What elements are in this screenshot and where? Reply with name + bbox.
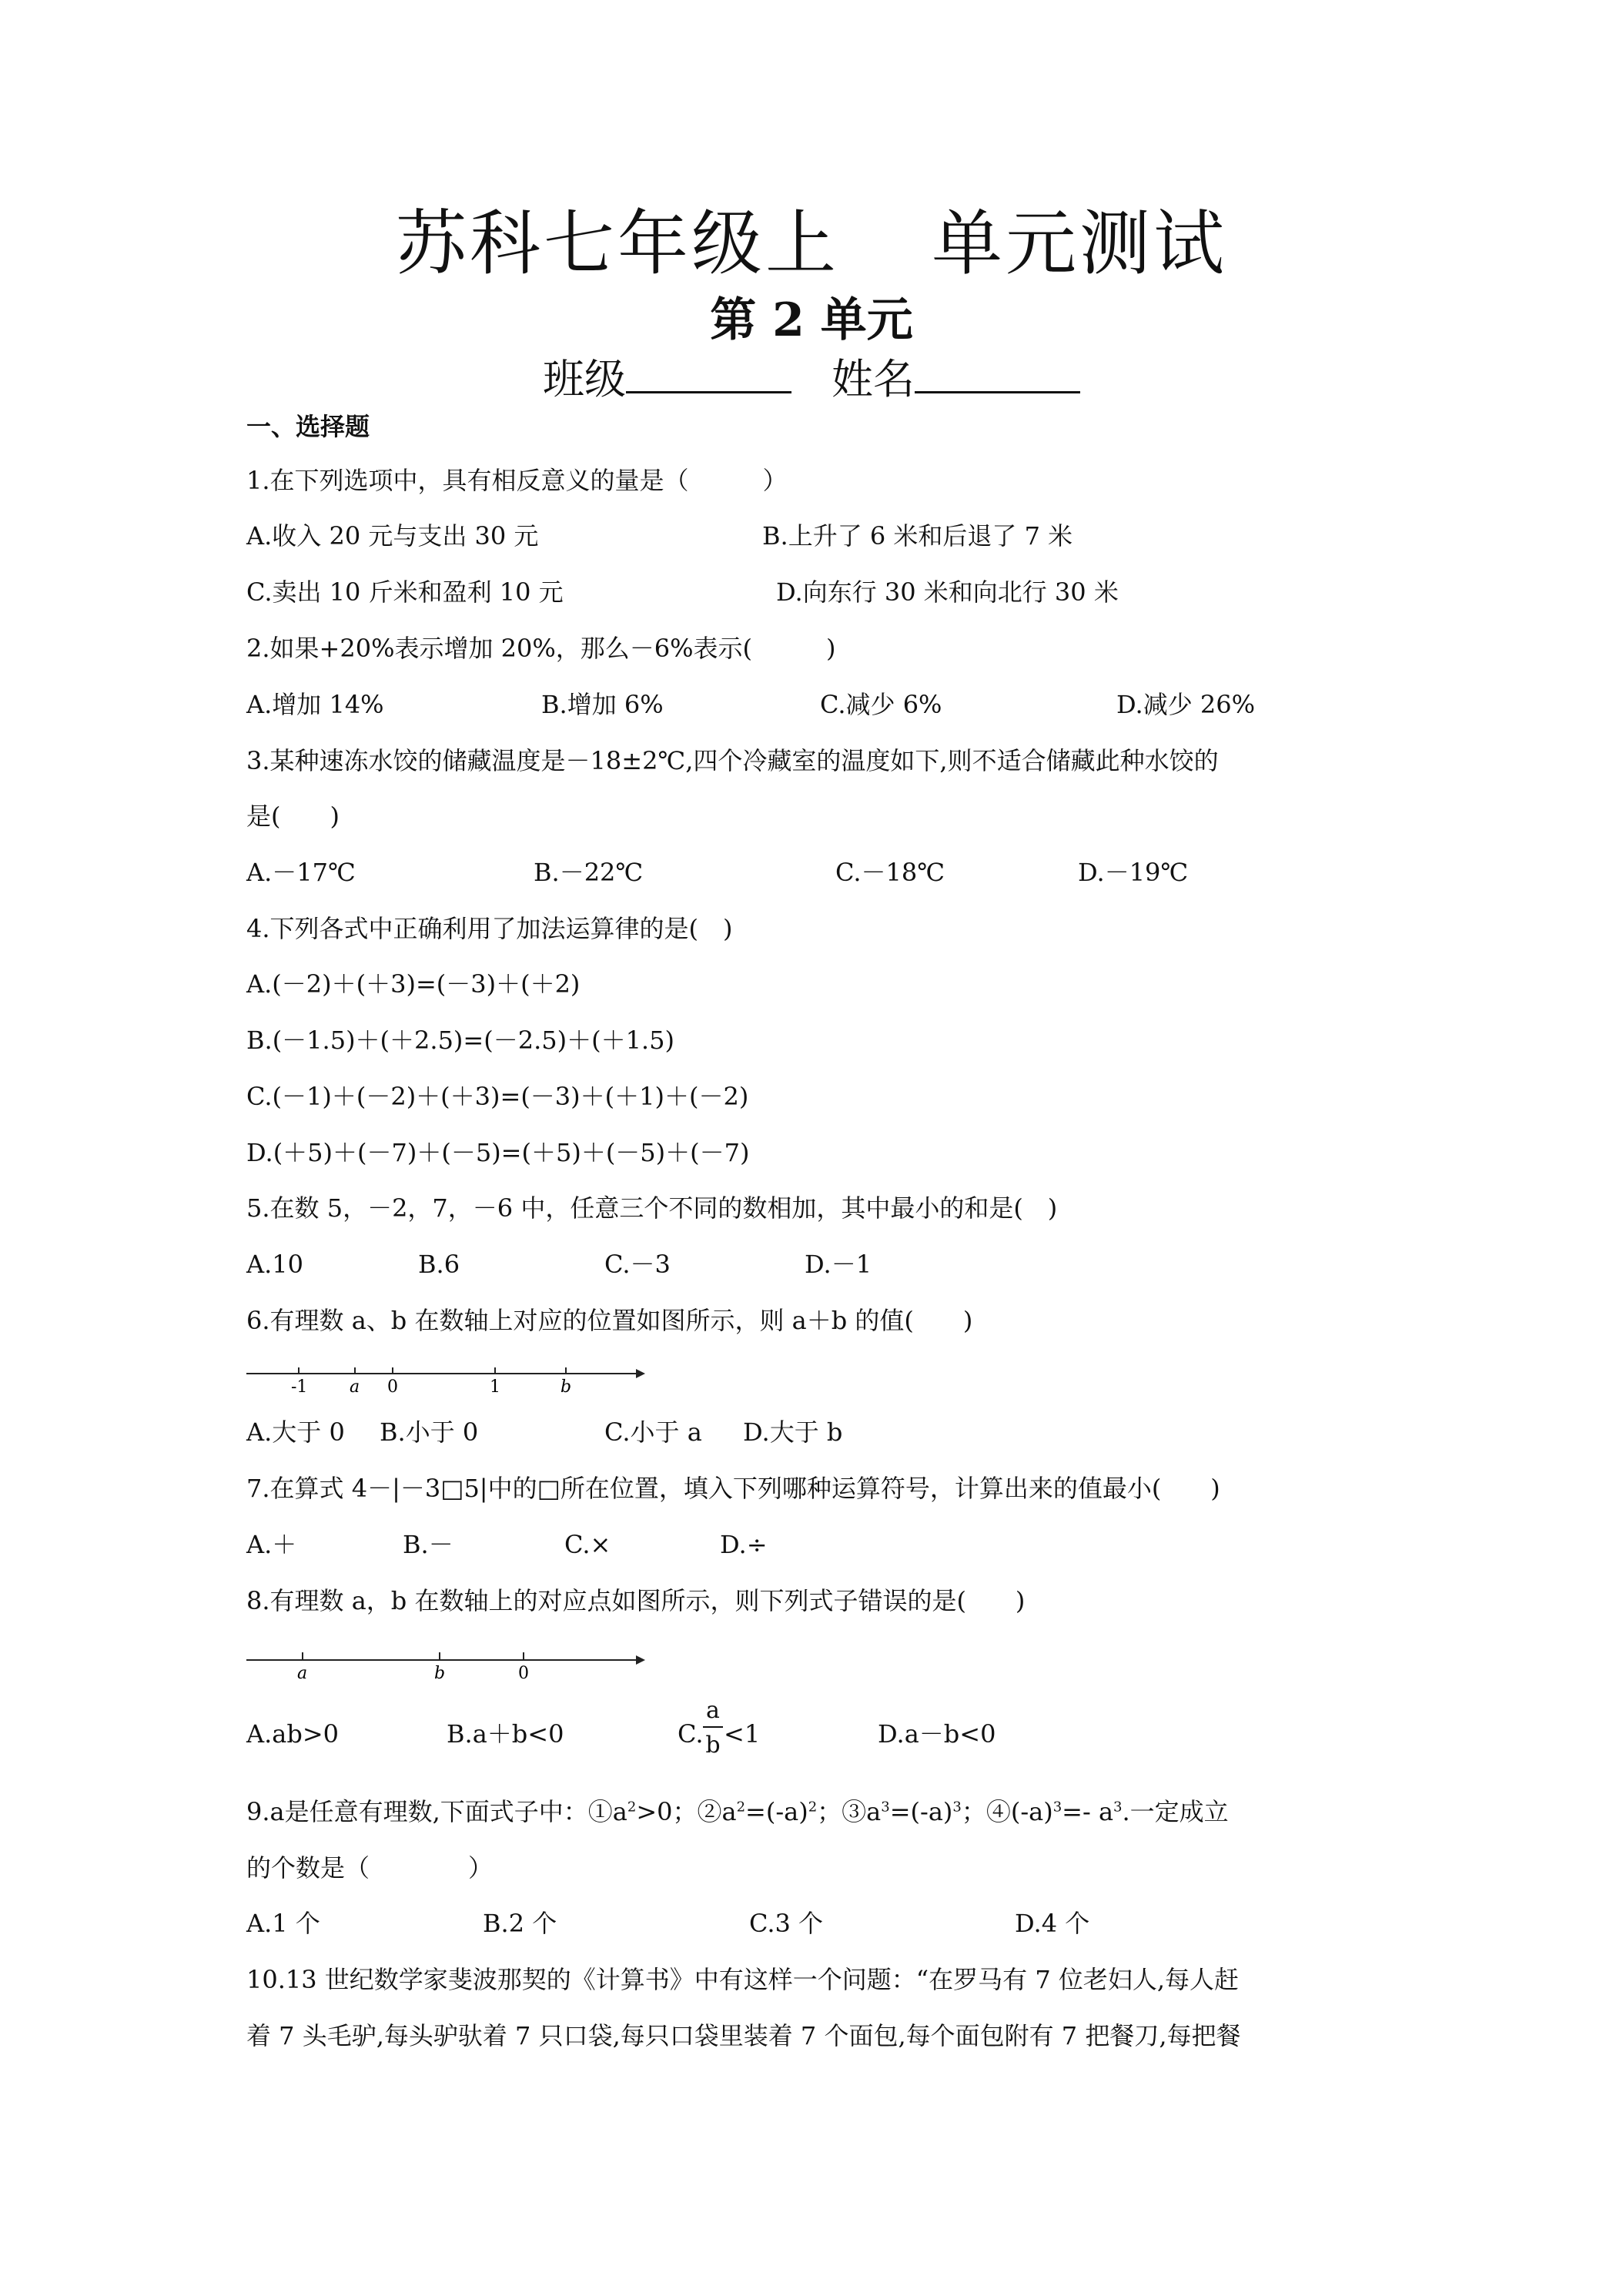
q8-option-c-denominator: b [705,1732,721,1759]
q4-option-d: D.(＋5)＋(－7)＋(－5)=(＋5)＋(－5)＋(－7) [246,1138,750,1167]
q6-option-c: C.小于 a [604,1417,702,1447]
title-right: 单元测试 [932,202,1228,285]
q8-label: b [434,1664,446,1683]
q9-option-b: B.2 个 [483,1909,557,1938]
q8-option-c-suffix: <1 [724,1719,761,1749]
q2-option-a: A.增加 14% [246,690,384,719]
q8-option-a: A.ab>0 [246,1719,340,1749]
q6-label: -1 [291,1377,308,1397]
q3-option-d: D.－19℃ [1078,858,1189,887]
q2-option-b: B.增加 6% [541,690,664,719]
q4-option-a: A.(－2)＋(＋3)=(－3)＋(＋2) [246,969,581,999]
q3-option-a: A.－17℃ [246,858,356,887]
q9-option-a: A.1 个 [246,1909,320,1938]
q5-option-c: C.－3 [604,1250,671,1279]
q8-label: a [297,1664,308,1683]
q5-option-a: A.10 [246,1250,303,1279]
unit-subtitle: 第 2 单元 [710,293,913,347]
q7-stem: 7.在算式 4－|－3□5|中的□所在位置，填入下列哪种运算符号，计算出来的值最小( ) [246,1474,1220,1503]
q3-stem-line2: 是( ) [246,802,340,831]
q3-option-b: B.－22℃ [534,858,644,887]
q5-stem: 5.在数 5，－2，7，－6 中，任意三个不同的数相加，其中最小的和是( ) [246,1193,1058,1223]
q8-option-c-prefix: C. [678,1719,704,1749]
q6-label: 0 [387,1377,398,1397]
q4-option-c: C.(－1)＋(－2)＋(＋3)=(－3)＋(＋1)＋(－2) [246,1082,749,1111]
page-title [0,202,1623,286]
q8-option-c-numerator: a [706,1697,720,1724]
q7-option-b: B.－ [403,1530,453,1559]
q6-option-b: B.小于 0 [380,1417,479,1447]
q4-stem: 4.下列各式中正确利用了加法运算律的是( ) [246,914,733,943]
q6-axis-arrow [636,1369,645,1378]
q1-option-d: D.向东行 30 米和向北行 30 米 [776,577,1119,607]
q6-option-a: A.大于 0 [246,1417,345,1447]
q2-option-d: D.减少 26% [1116,690,1255,719]
q6-option-d: D.大于 b [743,1417,843,1447]
q7-option-d: D.÷ [720,1530,768,1559]
q1-option-b: B.上升了 6 米和后退了 7 米 [762,521,1073,551]
q7-option-a: A.＋ [246,1530,297,1559]
q2-option-c: C.减少 6% [820,690,942,719]
q1-stem: 1.在下列选项中，具有相反意义的量是（ ） [246,466,788,495]
title-left: 苏科七年级上 [395,202,839,285]
class-blank[interactable] [626,357,791,393]
q8-option-b: B.a＋b<0 [447,1719,564,1749]
q4-option-b: B.(－1.5)＋(＋2.5)=(－2.5)＋(＋1.5) [246,1026,674,1055]
q6-label: 1 [490,1377,500,1397]
q1-option-c: C.卖出 10 斤米和盈利 10 元 [246,577,564,607]
q3-option-c: C.－18℃ [835,858,945,887]
q1-option-a: A.收入 20 元与支出 30 元 [246,521,539,551]
q6-label: a [350,1377,360,1397]
q6-label: b [561,1377,572,1397]
q9-stem-line2: 的个数是（ ） [246,1853,494,1883]
class-label: 班级 [543,355,626,403]
q8-option-d: D.a－b<0 [878,1719,996,1749]
name-blank[interactable] [915,357,1080,393]
name-label: 姓名 [832,355,915,403]
q5-option-d: D.－1 [805,1250,872,1279]
q2-stem: 2.如果+20%表示增加 20%，那么－6%表示( ) [246,634,836,663]
q5-option-b: B.6 [418,1250,460,1279]
q10-line1: 10.13 世纪数学家斐波那契的《计算书》中有这样一个问题：“在罗马有 7 位老妇人,每人赶 [246,1965,1240,1994]
q9-stem-line1: 9.a是任意有理数,下面式子中：$①a^2>0$；$②a^2=(-a)^2$；$③a^3=(-a)^3$；$④(-a)^3=-$ $a^3$.一定成立 [246,1797,1229,1826]
q8-stem: 8.有理数 a，b 在数轴上的对应点如图所示，则下列式子错误的是( ) [246,1586,1026,1615]
q10-line2: 着 7 头毛驴,每头驴驮着 7 只口袋,每只口袋里装着 7 个面包,每个面包附有 7 把餐刀,每把餐 [246,2021,1241,2050]
q9-option-c: C.3 个 [749,1909,824,1938]
q8-number-line [245,1643,645,1686]
q7-option-c: C.× [564,1530,611,1559]
section-heading: 一、选择题 [246,412,370,441]
q3-stem-line1: 3.某种速冻水饺的储藏温度是－18±2℃,四个冷藏室的温度如下,则不适合储藏此种水饺的 [246,746,1219,775]
class-name-line [0,353,1623,407]
q8-axis-arrow [636,1655,645,1665]
q9-option-d: D.4 个 [1015,1909,1090,1938]
q6-number-line [245,1357,645,1403]
q6-stem: 6.有理数 a、b 在数轴上对应的位置如图所示，则 a＋b 的值( ) [246,1306,973,1335]
q8-label: 0 [518,1664,529,1683]
q8-fraction-bar [703,1726,723,1728]
